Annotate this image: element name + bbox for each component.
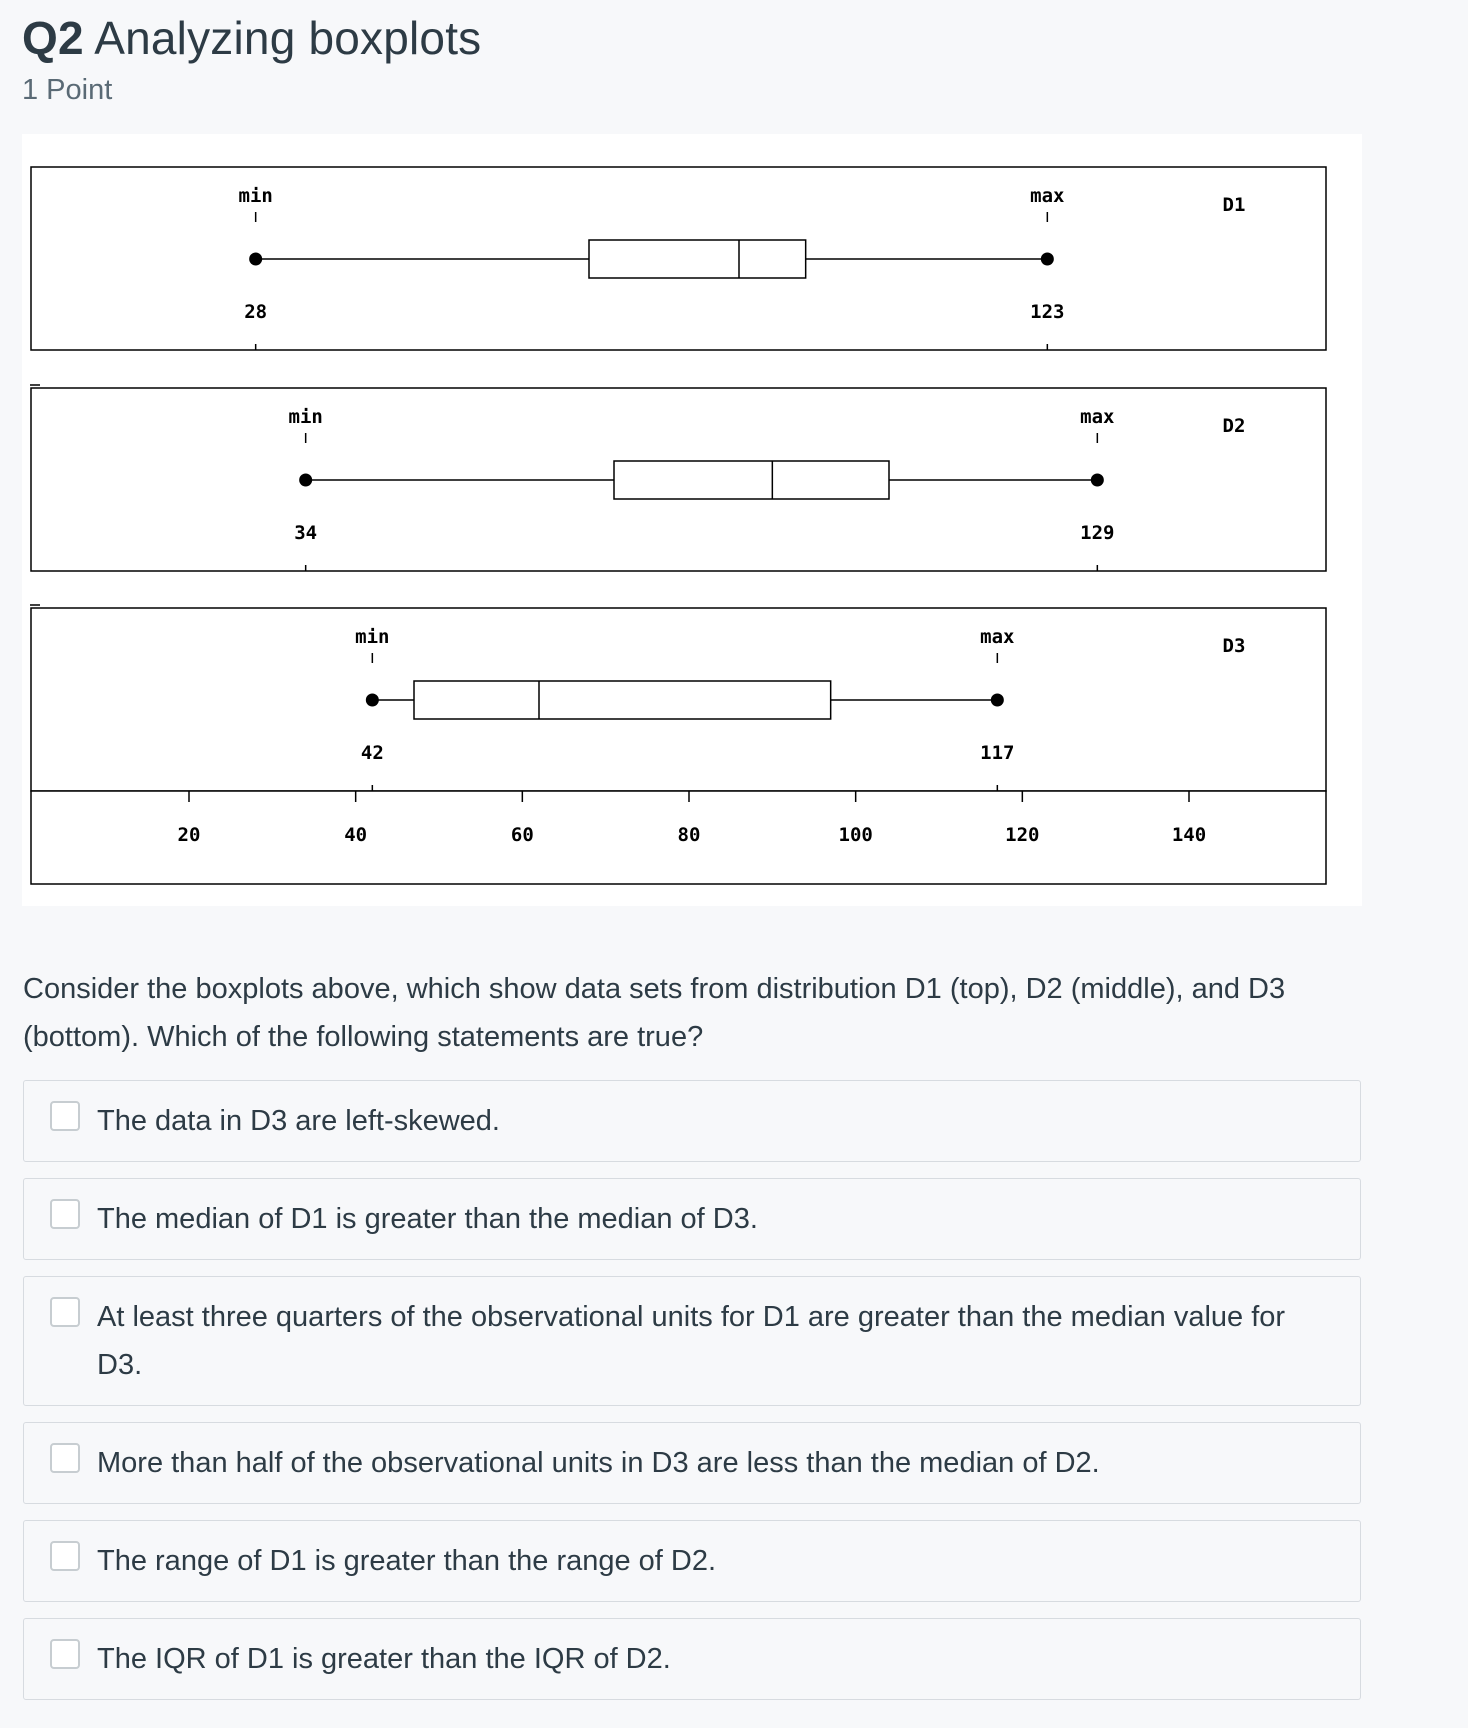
answer-option-4[interactable] (23, 1422, 1361, 1504)
min-label-d3: min (355, 626, 390, 648)
question-points: 1 Point (22, 74, 113, 106)
answer-option-2[interactable] (23, 1178, 1361, 1260)
iqr-box-d3 (414, 681, 831, 719)
x-tick-label-80: 80 (677, 824, 701, 846)
checkbox-option-2[interactable] (50, 1199, 80, 1229)
series-label-d2: D2 (1222, 415, 1246, 437)
series-label-d3: D3 (1222, 635, 1246, 657)
answer-options (23, 1080, 1361, 1716)
answer-option-6[interactable] (23, 1618, 1361, 1700)
min-value-d3: 42 (360, 742, 384, 764)
answer-option-5[interactable] (23, 1520, 1361, 1602)
max-value-d1: 123 (1030, 301, 1065, 323)
option-label-2: The median of D1 is greater than the median of D3. (97, 1203, 758, 1235)
max-label-d2: max (1080, 406, 1115, 428)
min-value-d1: 28 (244, 301, 268, 323)
question-number: Q2 (22, 12, 84, 64)
option-label-5: The range of D1 is greater than the range of D2. (97, 1545, 717, 1577)
iqr-box-d1 (589, 240, 806, 278)
answer-option-1[interactable] (23, 1080, 1361, 1162)
min-value-d2: 34 (294, 522, 318, 544)
checkbox-option-3[interactable] (50, 1297, 80, 1327)
question-title (22, 8, 481, 68)
x-tick-label-120: 120 (1005, 824, 1040, 846)
x-tick-label-100: 100 (838, 824, 873, 846)
checkbox-option-4[interactable] (50, 1443, 80, 1473)
answer-option-3[interactable] (23, 1276, 1361, 1406)
x-tick-label-40: 40 (344, 824, 368, 846)
option-label-3: At least three quarters of the observational units for D1 are greater than the median value for D3. (97, 1301, 1286, 1381)
max-point-d2 (1091, 474, 1104, 487)
boxplot-figure (22, 134, 1362, 906)
series-label-d1: D1 (1222, 194, 1246, 216)
question-header (22, 8, 481, 110)
question-title-text: Analyzing boxplots (94, 12, 482, 64)
checkbox-option-1[interactable] (50, 1101, 80, 1131)
max-point-d1 (1041, 253, 1054, 266)
option-label-1: The data in D3 are left-skewed. (97, 1105, 500, 1137)
option-label-4: More than half of the observational units in D3 are less than the median of D2. (97, 1447, 1100, 1479)
max-label-d3: max (980, 626, 1015, 648)
min-label-d2: min (288, 406, 323, 428)
min-point-d1 (249, 253, 262, 266)
min-point-d2 (299, 474, 312, 487)
max-value-d2: 129 (1080, 522, 1115, 544)
x-tick-label-60: 60 (510, 824, 534, 846)
x-tick-label-140: 140 (1171, 824, 1207, 846)
option-label-6: The IQR of D1 is greater than the IQR of D2. (97, 1643, 671, 1675)
max-point-d3 (991, 694, 1004, 707)
boxplot-chart (22, 134, 1362, 906)
x-tick-label-20: 20 (177, 824, 201, 846)
question-prompt: Consider the boxplots above, which show data sets from distribution D1 (top), D2 (middle), and D3 (bottom). Which of the following statements are true? (23, 973, 1286, 1053)
min-point-d3 (366, 694, 379, 707)
checkbox-option-5[interactable] (50, 1541, 80, 1571)
checkbox-option-6[interactable] (50, 1639, 80, 1669)
max-label-d1: max (1030, 185, 1065, 207)
iqr-box-d2 (614, 461, 889, 499)
max-value-d3: 117 (980, 742, 1015, 764)
min-label-d1: min (238, 185, 273, 207)
